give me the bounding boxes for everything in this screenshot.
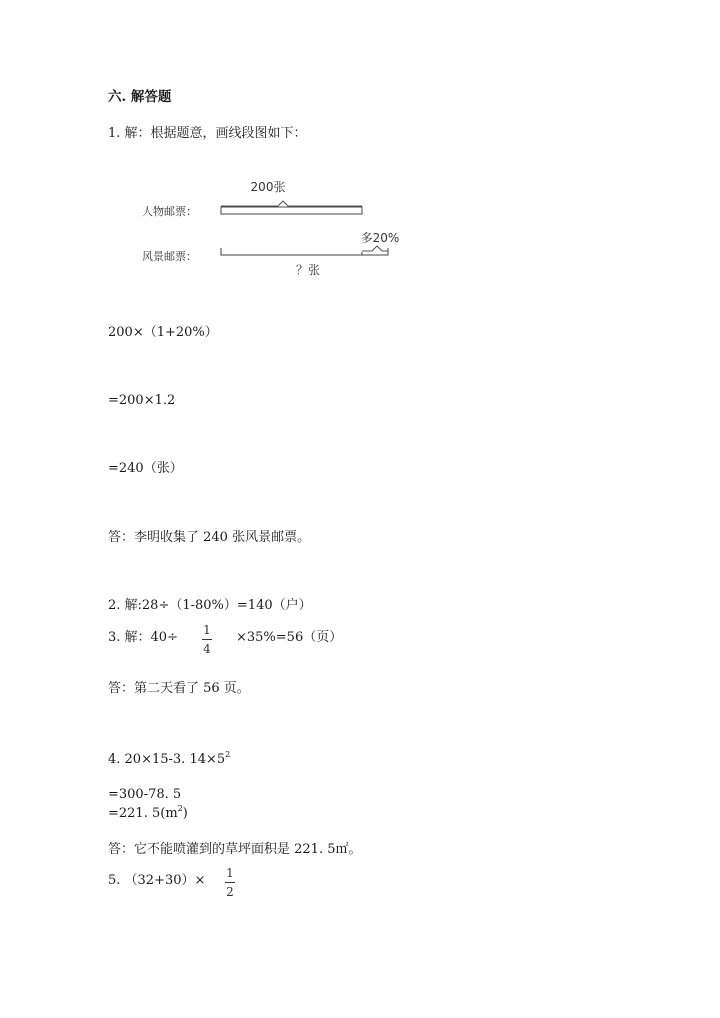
diagram-extra-brace — [362, 246, 388, 251]
q5-prefix: 5. （32+30）× — [108, 873, 206, 888]
q3-frac-num: 1 — [203, 623, 211, 637]
q4-step2-base: =221. 5(m — [108, 806, 178, 821]
q3-frac-bar — [202, 639, 212, 640]
q4-step2-end: ) — [182, 806, 188, 821]
q1-answer: 答：李明收集了 240 张风景邮票。 — [108, 530, 311, 545]
line-segment-diagram — [138, 170, 408, 280]
diagram-top-brace — [221, 201, 362, 206]
q1-step2: =200×1.2 — [108, 393, 176, 408]
section-title: 六. 解答题 — [108, 89, 172, 105]
q4-line-base: 4. 20×15-3. 14×5 — [108, 752, 226, 767]
diagram-bottom-label: ？张 — [295, 263, 321, 277]
q3-prefix: 3. 解：40÷ — [108, 630, 178, 645]
q3-frac-den: 4 — [203, 642, 211, 656]
diagram-row2-label: 风景邮票： — [142, 250, 197, 263]
q5-frac-num: 1 — [226, 866, 234, 880]
diagram-row1-label: 人物邮票： — [142, 205, 197, 218]
diagram-bar-people — [221, 207, 362, 214]
diagram-top-label: 200张 — [250, 180, 286, 194]
diagram-extra-label: 多20% — [360, 231, 400, 245]
q3-fraction — [202, 623, 212, 656]
q5-frac-bar — [225, 882, 235, 883]
q4-answer: 答：它不能喷灌到的草坪面积是 221. 5㎡。 — [108, 842, 362, 857]
q4-step1: =300-78. 5 — [108, 787, 182, 802]
q3-answer: 答：第二天看了 56 页。 — [108, 681, 250, 696]
q4-line — [108, 752, 230, 768]
q3-suffix: ×35%=56（页） — [236, 630, 343, 645]
q5-frac-den: 2 — [226, 885, 234, 899]
q1-intro: 1. 解：根据题意，画线段图如下： — [108, 126, 307, 141]
q5-fraction — [225, 866, 235, 899]
q4-line-sup: 2 — [225, 750, 231, 759]
q1-step1: 200×（1+20%） — [108, 325, 218, 340]
q2-line: 2. 解:28÷（1-80%）=140（户） — [108, 598, 312, 613]
q4-step2-sup: 2 — [177, 804, 183, 813]
q1-step3: =240（张） — [108, 461, 183, 476]
q4-step2 — [108, 806, 188, 822]
